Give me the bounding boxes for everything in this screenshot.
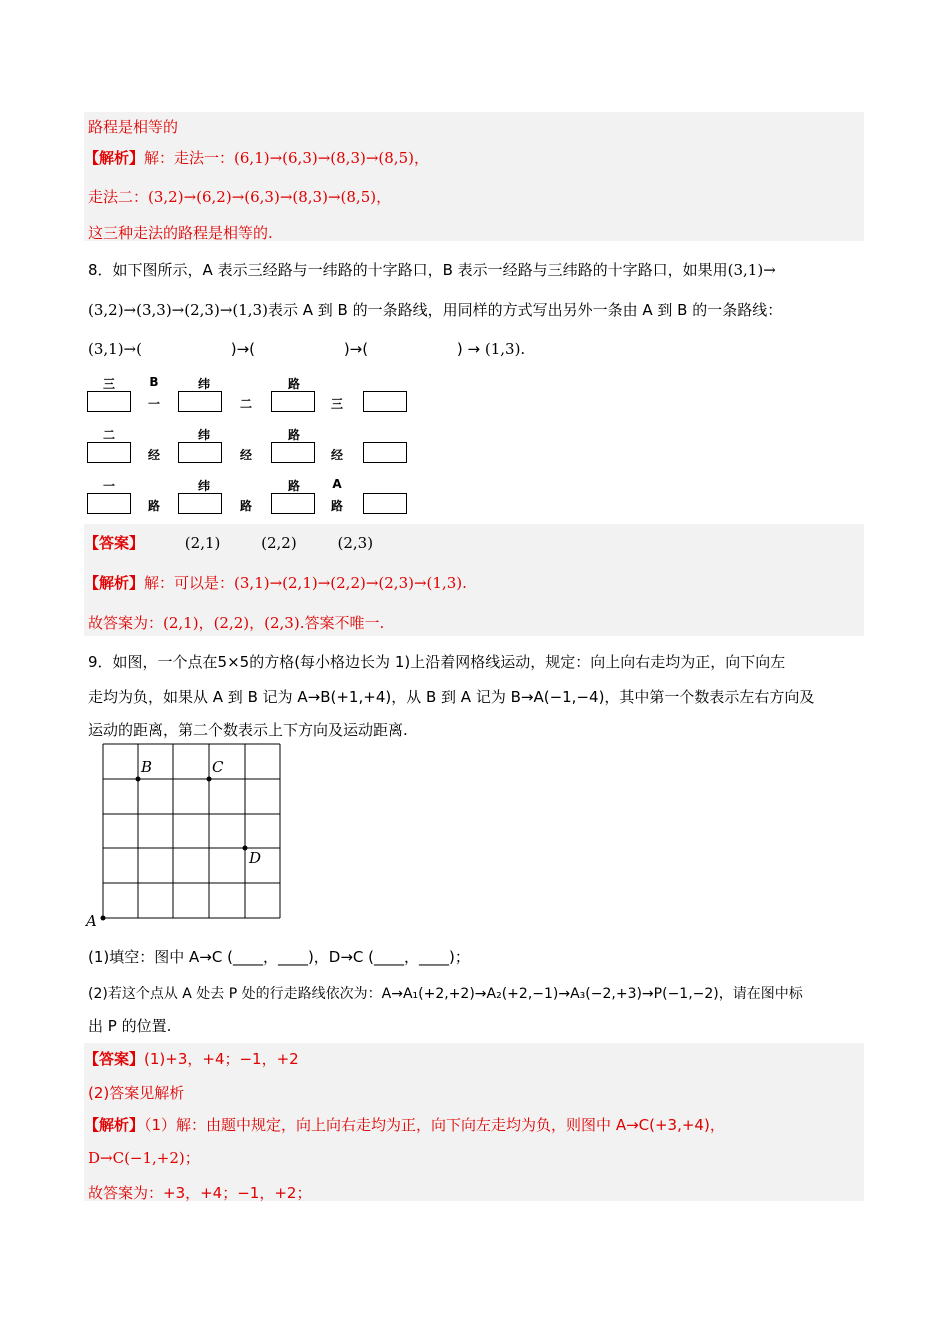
analysis-label: 【解析】: [84, 574, 145, 592]
q8-line3-mid2: )→(: [343, 340, 369, 358]
route-two-text: 走法二：: [88, 188, 149, 206]
label-D: D: [249, 849, 262, 867]
point-D: [243, 846, 248, 851]
map-label: 三: [102, 377, 115, 391]
route-two-math: (3,2)→(6,2)→(6,3)→(8,3)→(8,5)，: [148, 188, 392, 206]
q9-line3: 运动的距离，第二个数表示上下方向及运动距离.: [88, 721, 408, 739]
map-label: 路: [147, 499, 160, 513]
q9-answer-line1: [84, 1048, 299, 1069]
answer-label: 【答案】: [84, 534, 145, 552]
q9-sub1: (1)填空：图中 A→C (____，____)，D→C (____，____)；: [88, 948, 470, 966]
map-label: 纬: [197, 428, 210, 442]
conclusion-tail: 答案不唯一.: [304, 614, 385, 632]
map-block: [363, 391, 407, 412]
map-label: 路: [330, 499, 343, 513]
point-A: [101, 916, 106, 921]
label-B: B: [141, 758, 153, 776]
q8-line3-final: (1,3).: [484, 340, 526, 358]
analysis-math: (3,1)→(2,1)→(2,2)→(2,3)→(1,3).: [234, 574, 467, 592]
point-C: [207, 777, 212, 782]
map-label: 经: [330, 448, 343, 462]
conclusion-math: (2,1)，(2,2)，(2,3).: [163, 614, 305, 632]
answer-value-1: (1)+3，+4；−1，+2: [144, 1050, 299, 1068]
answer-value: (2,2): [261, 534, 297, 552]
analysis-text: 解：走法一：: [144, 149, 235, 167]
answer-label: 【答案】: [84, 1050, 145, 1068]
grid-lines: [103, 744, 280, 918]
map-label: 一: [147, 397, 160, 411]
answer-value: (2,1): [184, 534, 221, 552]
analysis-text: 解：可以是：: [144, 574, 235, 592]
point-B: [136, 777, 141, 782]
label-C: C: [212, 758, 224, 776]
map-block: [178, 391, 222, 412]
q8-line2: [88, 299, 782, 320]
q8-line3: [88, 340, 525, 358]
map-label: 三: [330, 397, 343, 411]
top-route-two-line: [88, 186, 391, 207]
map-label: 纬: [197, 479, 210, 493]
map-block: [87, 442, 131, 463]
conclusion-text: 故答案为：: [88, 614, 164, 632]
q8-analysis-line: [84, 572, 467, 593]
map-label-A: A: [332, 477, 342, 491]
map-label: 二: [102, 428, 115, 442]
map-block: [178, 493, 222, 514]
q8-line1-math: (3,1)→: [727, 261, 776, 279]
map-block: [178, 442, 222, 463]
map-label: 二: [239, 397, 252, 411]
q8-line2-text: 表示 A 到 B 的一条路线，用同样的方式写出另外一条由 A 到 B 的一条路线：: [267, 301, 783, 319]
map-label: 经: [147, 448, 160, 462]
analysis-label: 【解析】: [84, 1116, 145, 1134]
q9-sub2b: 出 P 的位置.: [88, 1017, 172, 1035]
map-label: 路: [287, 377, 300, 391]
map-block: [271, 391, 315, 412]
map-label: 路: [239, 499, 252, 513]
route-one-math: (6,1)→(6,3)→(8,3)→(8,5)，: [234, 149, 429, 167]
map-block: [363, 442, 407, 463]
map-label: 一: [102, 479, 115, 493]
analysis-label: 【解析】: [84, 149, 145, 167]
map-block: [87, 493, 131, 514]
grid-figure: [95, 738, 295, 938]
q9-answer-line2: (2)答案见解析: [88, 1084, 185, 1102]
q9-analysis-line3: 故答案为：+3，+4；−1，+2；: [88, 1184, 312, 1202]
q8-conclusion-line: [88, 612, 384, 633]
answer-value: (2,3): [337, 534, 374, 552]
map-block: [271, 442, 315, 463]
map-label: 纬: [197, 377, 210, 391]
label-A: A: [86, 912, 97, 930]
q8-line1: [88, 259, 776, 280]
q8-answer-line: [84, 532, 373, 553]
map-block: [363, 493, 407, 514]
analysis-text-1: （1）解：由题中规定，向上向右走均为正，向下向左走均为负，则图中 A→C(+3,+4)，: [144, 1116, 725, 1134]
top-analysis-line: [84, 147, 429, 168]
q8-line3-end: ) →: [456, 340, 481, 358]
q8-line2-math: (3,2)→(3,3)→(2,3)→(1,3): [88, 301, 268, 319]
map-label: 经: [239, 448, 252, 462]
q9-sub2: (2)若这个点从 A 处去 P 处的行走路线依次为：A→A₁(+2,+2)→A₂(+2,−1)→A₃(−2,+3)→P(−1,−2)，请在图中标: [88, 986, 803, 1002]
q9-analysis-line1: [84, 1114, 725, 1135]
map-label: 路: [287, 428, 300, 442]
q9-analysis-line2: D→C(−1,+2)；: [88, 1149, 200, 1167]
q8-line3-mid1: )→(: [230, 340, 256, 358]
map-block: [271, 493, 315, 514]
map-block: [87, 391, 131, 412]
q9-line1: 9．如图，一个点在5×5的方格(每小格边长为 1)上沿着网格线运动，规定：向上向右走均为正，向下向左: [88, 653, 786, 671]
top-line4: 这三种走法的路程是相等的.: [88, 224, 273, 242]
top-line1: 路程是相等的: [88, 118, 179, 136]
q9-line2: 走均为负，如果从 A 到 B 记为 A→B(+1,+4)，从 B 到 A 记为 B→A(−1,−4)，其中第一个数表示左右方向及: [88, 688, 815, 706]
q8-line3-start: (3,1)→(: [88, 340, 142, 358]
map-label: 路: [287, 479, 300, 493]
q8-line1-text: 8．如下图所示，A 表示三经路与一纬路的十字路口，B 表示一经路与三纬路的十字路口，如果用: [88, 261, 728, 279]
map-label-B: B: [149, 375, 159, 389]
